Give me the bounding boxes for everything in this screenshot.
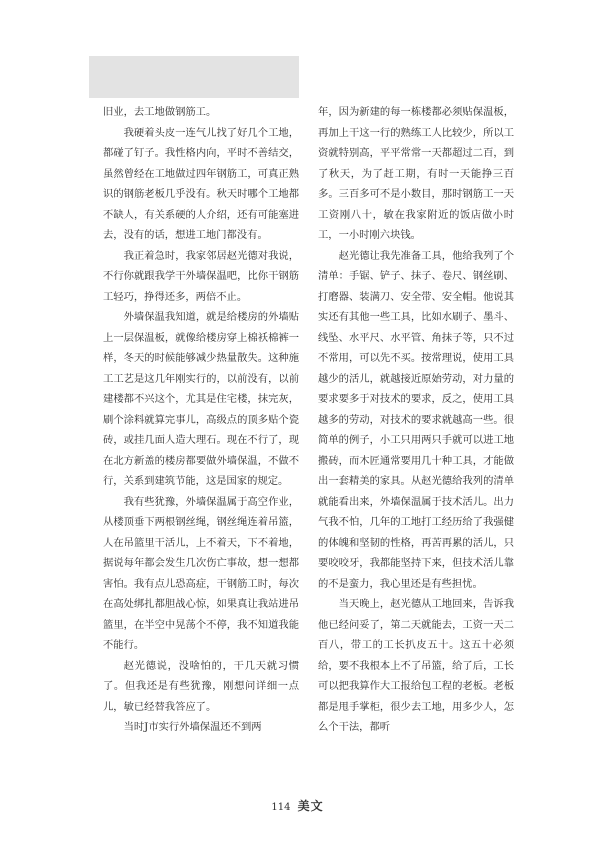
paragraph: 当天晚上，赵光德从工地回来，告诉我他已经问妥了，第二天就能去，工资一天二百八，带工的工长扒皮五十。这五十必须给，要不我根本上不了吊篮，给了后，工长可以把我算作大工报给包工程的老板。老板都是甩手掌柜，很少去工地，用多少人，怎么个干法，都听	[318, 598, 514, 733]
page-number: 114	[271, 802, 291, 813]
header-band-right	[299, 56, 525, 98]
paragraph: 赵光德说，没啥怕的，干几天就习惯了。但我还是有些犹豫，刚想问详细一点儿，敏已经替我答应了。	[103, 659, 299, 713]
magazine-name: 美文	[297, 799, 324, 813]
right-column	[318, 102, 514, 762]
paragraph: 我正着急时，我家邻居赵光德对我说，不行你就跟我学干外墙保温吧，比你干钢筋工轻巧，挣得还多，两倍不止。	[103, 249, 299, 303]
page-footer	[0, 797, 595, 814]
paragraph: 旧业，去工地做钢筋工。	[103, 106, 217, 118]
paragraph: 我硬着头皮一连气儿找了好几个工地，都碰了钉子。我性格内向，平时不善结交，虽然曾经在工地做过四年钢筋工，可真正熟识的钢筋老板几乎没有。秋天时哪个工地都不缺人，有关系硬的人介绍，还有可能塞进去，没有的话，想进工地门都没有。	[103, 126, 299, 241]
left-column	[103, 102, 299, 762]
header-band-left	[89, 56, 299, 98]
paragraph: 当时J市实行外墙保温还不到两	[123, 721, 262, 733]
paragraph: 年，因为新建的每一栋楼都必须贴保温板，再加上干这一行的熟练工人比较少，所以工资就特别高，平平常常一天都超过二百，到了秋天，为了赶工期，有时一天能挣三百多。三百多可不是小数目，那时钢筋工一天工资刚八十，敏在我家附近的饭店做小时工，一小时刚六块钱。	[318, 106, 514, 241]
paragraph: 外墙保温我知道，就是给楼房的外墙贴上一层保温板，就像给楼房穿上棉袄棉裤一样，冬天的时候能够减少热量散失。这种施工工艺是这几年刚实行的，以前没有，以前建楼都不兴这个，尤其是住宅楼，抹完灰，刷个涂料就算完事儿，高级点的顶多贴个瓷砖，或挂几面人造大理石。现在不行了，现在北方新盖的楼房都要做外墙保温，不做不行，关系到建筑节能，这是国家的规定。	[103, 311, 299, 487]
paragraph: 赵光德让我先准备工具，他给我列了个清单：手锯、铲子、抹子、卷尺、钢丝刷、打磨器、装满刀、安全带、安全帽。他说其实还有其他一些工具，比如水刷子、墨斗、线坠、水平尺、水平管、角抹子等，只不过不常用，可以先不买。按常理说，使用工具越少的活儿，就越接近原始劳动，对力量的要求要多于对技术的要求，反之，使用工具越多的劳动，对技术的要求就越高一些。很简单的例子，小工只用两只手就可以进工地搬砖，而木匠通常要用几十种工具，才能做出一套精美的家具。从赵光德给我列的清单就能看出来，外墙保温属于技术活儿。出力气我不怕，几年的工地打工经历给了我强健的体魄和坚韧的性格，再苦再累的活儿，只要咬咬牙，我都能坚持下来，但技术活儿靠的不是蛮力，我心里还是有些担忧。	[318, 249, 514, 590]
paragraph: 我有些犹豫，外墙保温属于高空作业，从楼顶垂下两根钢丝绳，钢丝绳连着吊篮，人在吊篮里干活儿，上不着天，下不着地，据说每年都会发生几次伤亡事故，想一想都害怕。我有点儿恐高症，干钢筋工时，每次在高处绑扎都胆战心惊，如果真让我站进吊篮里，在半空中晃荡个不停，我不知道我能不能行。	[103, 495, 299, 651]
